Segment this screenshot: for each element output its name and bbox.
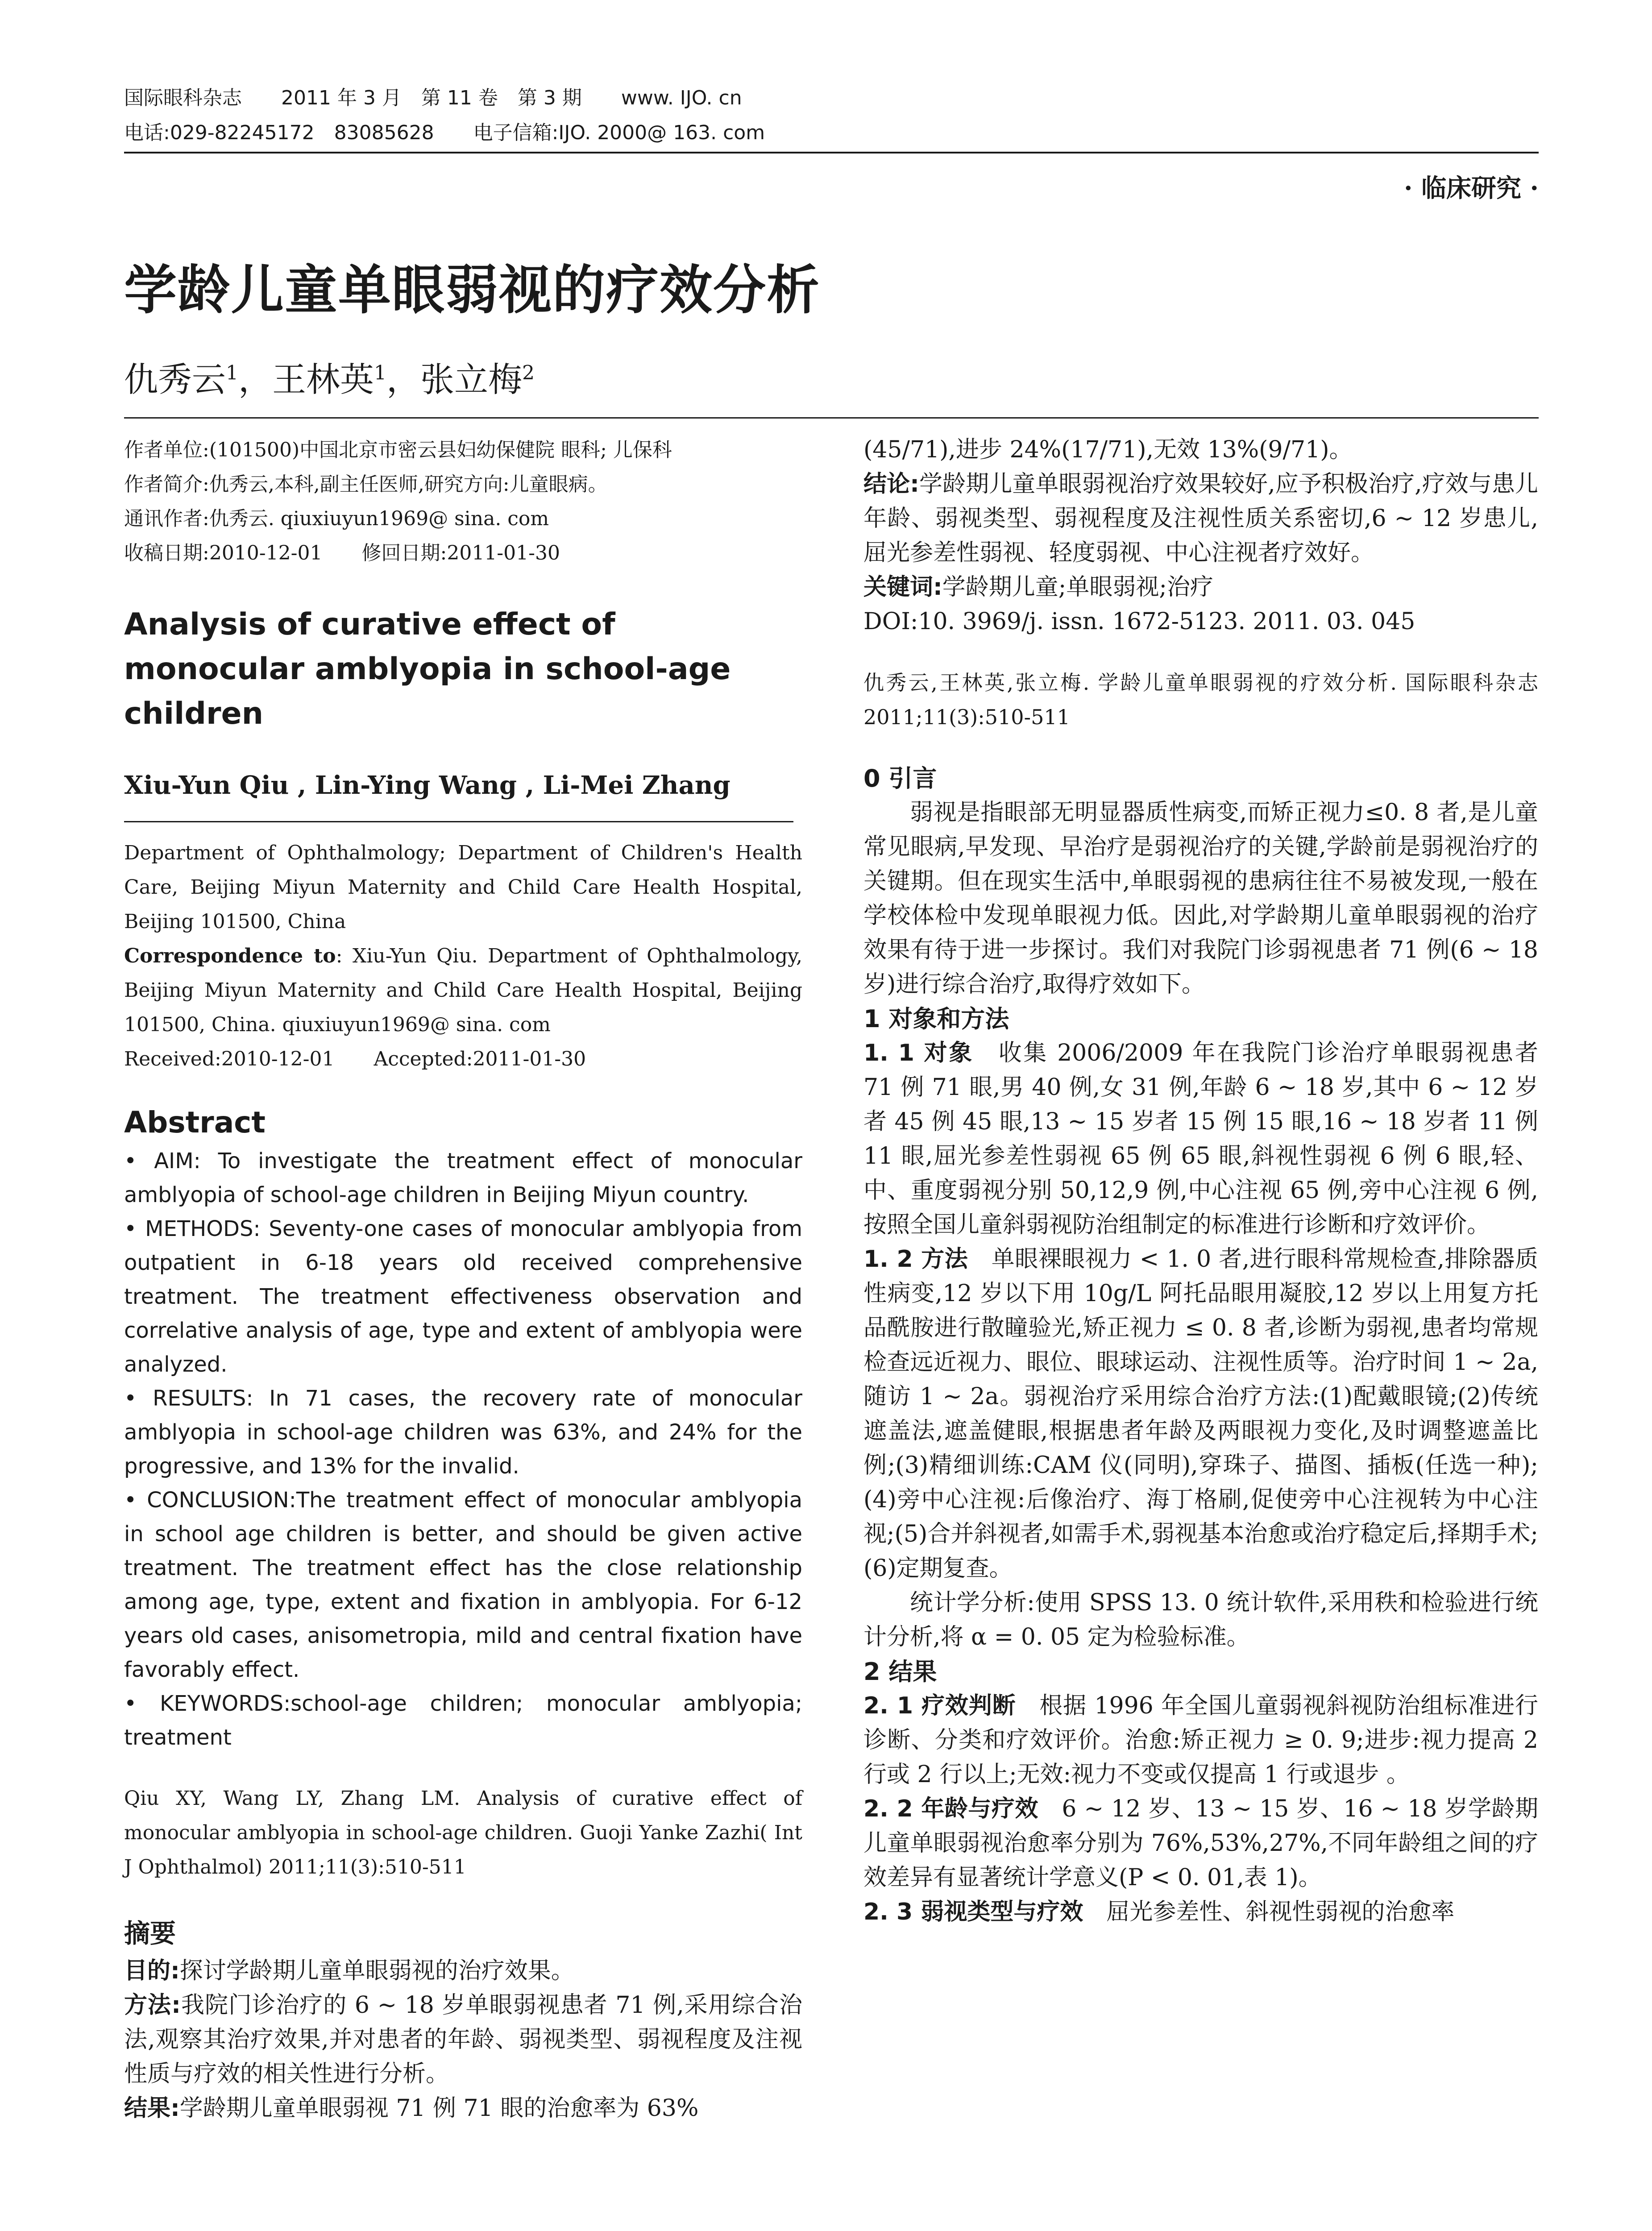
methods-label: 方法: [124, 1992, 181, 2019]
correspondence-label: Correspondence to [124, 945, 336, 967]
aim-label: 目的: [124, 1957, 180, 1984]
left-column [124, 433, 802, 2126]
abstract-heading: Abstract [124, 1105, 266, 1140]
results-text: 学龄期儿童单眼弱视 71 例 71 眼的治愈率为 63% [179, 2095, 699, 2122]
section-2-2-text: 6 ~ 12 岁、13 ~ 15 岁、16 ~ 18 岁学龄期儿童单眼弱视治愈率分别为 76%,53%,27%,不同年龄组之间的疗效差异有显著统计学意义(P < 0. 01,表 1)。 [863, 1796, 1538, 1891]
section-2-3-label: 2. 3 弱视类型与疗效 [863, 1899, 1083, 1925]
section-2-3 [863, 1895, 1538, 1929]
section-1-1-label: 1. 1 对象 [863, 1040, 974, 1066]
english-citation: Qiu XY, Wang LY, Zhang LM. Analysis of curative effect of monocular amblyopia in school-age children. Guoji Yanke Zazhi( Int J Ophthalmol) 2011;11(3):510-511 [124, 1787, 802, 1879]
methods-text: 我院门诊治疗的 6 ~ 18 岁单眼弱视患者 71 例,采用综合治法,观察其治疗效果,并对患者的年龄、弱视类型、弱视程度及注视性质与疗效的相关性进行分析。 [124, 1992, 802, 2087]
abstract-methods: • METHODS: Seventy-one cases of monocular amblyopia from outpatient in 6-18 years old received comprehensive treatment. The treatment effectiveness observation and correlative analysis of age, type and extent of amblyopia were analyzed. [124, 1216, 802, 1377]
results-continued: (45/71),进步 24%(17/71),无效 13%(9/71)。 [863, 436, 1353, 463]
chinese-abstract-conclusion [863, 467, 1538, 570]
keywords-label: 关键词: [863, 574, 942, 601]
chinese-abstract-results [124, 2091, 802, 2126]
section-2-2-label: 2. 2 年龄与疗效 [863, 1796, 1038, 1822]
authors-rule [124, 417, 1539, 419]
section-1-heading: 1 对象和方法 [863, 1005, 1009, 1033]
author-name: 王林英 [272, 360, 374, 399]
results-label: 结果: [124, 2095, 180, 2122]
author-name: 仇秀云 [124, 360, 226, 399]
chinese-keywords [863, 570, 1538, 605]
abstract-results: • RESULTS: In 71 cases, the recovery rate of monocular amblyopia in school-age children was 63%, and 24% for the progressive, and 13% for the invalid. [124, 1386, 802, 1479]
section-2-3-text: 屈光参差性、斜视性弱视的治愈率 [1106, 1899, 1455, 1925]
author-affiliation-note: 作者单位:(101500)中国北京市密云县妇幼保健院 眼科; 儿保科 [124, 439, 672, 461]
chinese-abstract-methods [124, 1988, 802, 2091]
keywords-text: 学龄期儿童;单眼弱视;治疗 [942, 574, 1213, 601]
section-1-2-statistics: 统计学分析:使用 SPSS 13. 0 统计软件,采用秩和检验进行统计分析,将 α = 0. 05 定为检验标准。 [863, 1589, 1538, 1650]
author-affiliation-mark: 1 [226, 361, 238, 385]
author-list [124, 352, 535, 401]
journal-header-line2: 电话:029-82245172 83085628 电子信箱:IJO. 2000@ 163. com [124, 121, 765, 144]
doi: DOI:10. 3969/j. issn. 1672-5123. 2011. 03. 045 [863, 608, 1415, 635]
section-2-1-label: 2. 1 疗效判断 [863, 1692, 1016, 1719]
section-1-2 [863, 1242, 1538, 1586]
chinese-citation: 仇秀云,王林英,张立梅. 学龄儿童单眼弱视的疗效分析. 国际眼科杂志 2011;11(3):510-511 [863, 671, 1538, 729]
author-name: 张立梅 [420, 360, 522, 399]
chinese-abstract-heading: 摘要 [124, 1918, 176, 1949]
author-separator: ， [386, 360, 420, 399]
author-separator: ， [238, 360, 272, 399]
corresponding-author-note: 通讯作者:仇秀云. qiuxiuyun1969@ sina. com [124, 507, 549, 530]
section-0-heading: 0 引言 [863, 764, 937, 792]
author-bio-note: 作者简介:仇秀云,本科,副主任医师,研究方向:儿童眼病。 [124, 473, 608, 496]
correspondence-text: : Xiu-Yun Qiu. Department of Ophthalmology, Beijing Miyun Maternity and Child Care Health Hospital, Beijing 101500, China. qiuxiuyun1969@ sina. com [124, 945, 803, 1036]
section-tag: · 临床研究 · [1404, 174, 1539, 203]
section-2-heading: 2 结果 [863, 1658, 937, 1686]
english-authors-rule [124, 821, 793, 822]
section-1-2-label: 1. 2 方法 [863, 1246, 968, 1273]
section-1-1-text: 收集 2006/2009 年在我院门诊治疗单眼弱视患者 71 例 71 眼,男 40 例,女 31 例,年龄 6 ~ 18 岁,其中 6 ~ 12 岁者 45 例 45 眼,13 ~ 15 岁者 15 例 15 眼,16 ~ 18 岁者 11 例 11 眼,屈光参差性弱视 65 例 65 眼,斜视性弱视 6 例 6 眼,轻、中、重度弱视分别 50,12,9 例,中心注视 65 例,旁中心注视 6 例,按照全国儿童斜弱视防治组制定的标准进行诊断和疗效评价。 [863, 1040, 1538, 1238]
section-2-1 [863, 1689, 1538, 1792]
abstract-keywords: • KEYWORDS:school-age children; monocular amblyopia; treatment [124, 1691, 802, 1750]
chinese-abstract-aim [124, 1954, 802, 1988]
conclusion-label: 结论: [863, 471, 919, 498]
header-rule [124, 152, 1539, 153]
right-column [863, 433, 1538, 1929]
received-date-note: 收稿日期:2010-12-01 修回日期:2011-01-30 [124, 542, 560, 564]
correspondence [124, 939, 802, 1042]
section-1-1 [863, 1036, 1538, 1242]
abstract-conclusion: • CONCLUSION:The treatment effect of monocular amblyopia in school age children is better, and should be given active treatment. The treatment effect has the close relationship among age, type, extent and fixation in amblyopia. For 6-12 years old cases, anisometropia, mild and central fixation have favorably effect. [124, 1488, 802, 1682]
journal-header-line1: 国际眼科杂志 2011 年 3 月 第 11 卷 第 3 期 www. IJO. cn [124, 87, 742, 109]
english-authors: Xiu-Yun Qiu , Lin-Ying Wang , Li-Mei Zhang [124, 771, 731, 800]
abstract-aim: • AIM: To investigate the treatment effect of monocular amblyopia of school-age children in Beijing Miyun country. [124, 1149, 802, 1207]
section-2-1-text: 根据 1996 年全国儿童弱视斜视防治组标准进行诊断、分类和疗效评价。治愈:矫正视力 ≥ 0. 9;进步:视力提高 2 行或 2 行以上;无效:视力不变或仅提高 1 行或退步 。 [863, 1692, 1538, 1788]
section-0-text: 弱视是指眼部无明显器质性病变,而矫正视力≤0. 8 者,是儿童常见眼病,早发现、早治疗是弱视治疗的关键,学龄前是弱视治疗的关键期。但在现实生活中,单眼弱视的患病往往不易被发现,一般在学校体检中发现单眼视力低。因此,对学龄期儿童单眼弱视的治疗效果有待于进一步探讨。我们对我院门诊弱视患者 71 例(6 ~ 18 岁)进行综合治疗,取得疗效如下。 [863, 799, 1538, 998]
aim-text: 探讨学龄期儿童单眼弱视的治疗效果。 [179, 1957, 574, 1984]
author-affiliation-mark: 1 [374, 361, 386, 385]
article-title: 学龄儿童单眼弱视的疗效分析 [124, 259, 821, 321]
english-affiliations: Department of Ophthalmology; Department of Children's Health Care, Beijing Miyun Maternity and Child Care Health Hospital, Beijing 101500, China [124, 842, 802, 933]
author-affiliation-mark: 2 [522, 361, 535, 385]
english-title: Analysis of curative effect of monocular amblyopia in school-age children [124, 607, 731, 731]
conclusion-text: 学龄期儿童单眼弱视治疗效果较好,应予积极治疗,疗效与患儿年龄、弱视类型、弱视程度及注视性质关系密切,6 ~ 12 岁患儿,屈光参差性弱视、轻度弱视、中心注视者疗效好。 [863, 471, 1539, 566]
section-1-2-text: 单眼裸眼视力 < 1. 0 者,进行眼科常规检查,排除器质性病变,12 岁以下用 10g/L 阿托品眼用凝胶,12 岁以上用复方托品酰胺进行散瞳验光,矫正视力 ≤ 0. 8 者,诊断为弱视,患者均常规检查远近视力、眼位、眼球运动、注视性质等。治疗时间 1 ~ 2a,随访 1 ~ 2a。弱视治疗采用综合治疗方法:(1)配戴眼镜;(2)传统遮盖法,遮盖健眼,根据患者年龄及两眼视力变化,及时调整遮盖比例;(3)精细训练:CAM 仪(同明),穿珠子、描图、插板(任选一种);(4)旁中心注视:后像治疗、海丁格刷,促使旁中心注视转为中心注视;(5)合并斜视者,如需手术,弱视基本治愈或治疗稳定后,择期手术;(6)定期复查。 [863, 1246, 1538, 1582]
received-accepted: Received:2010-12-01 Accepted:2011-01-30 [124, 1048, 586, 1070]
section-2-2 [863, 1792, 1538, 1895]
